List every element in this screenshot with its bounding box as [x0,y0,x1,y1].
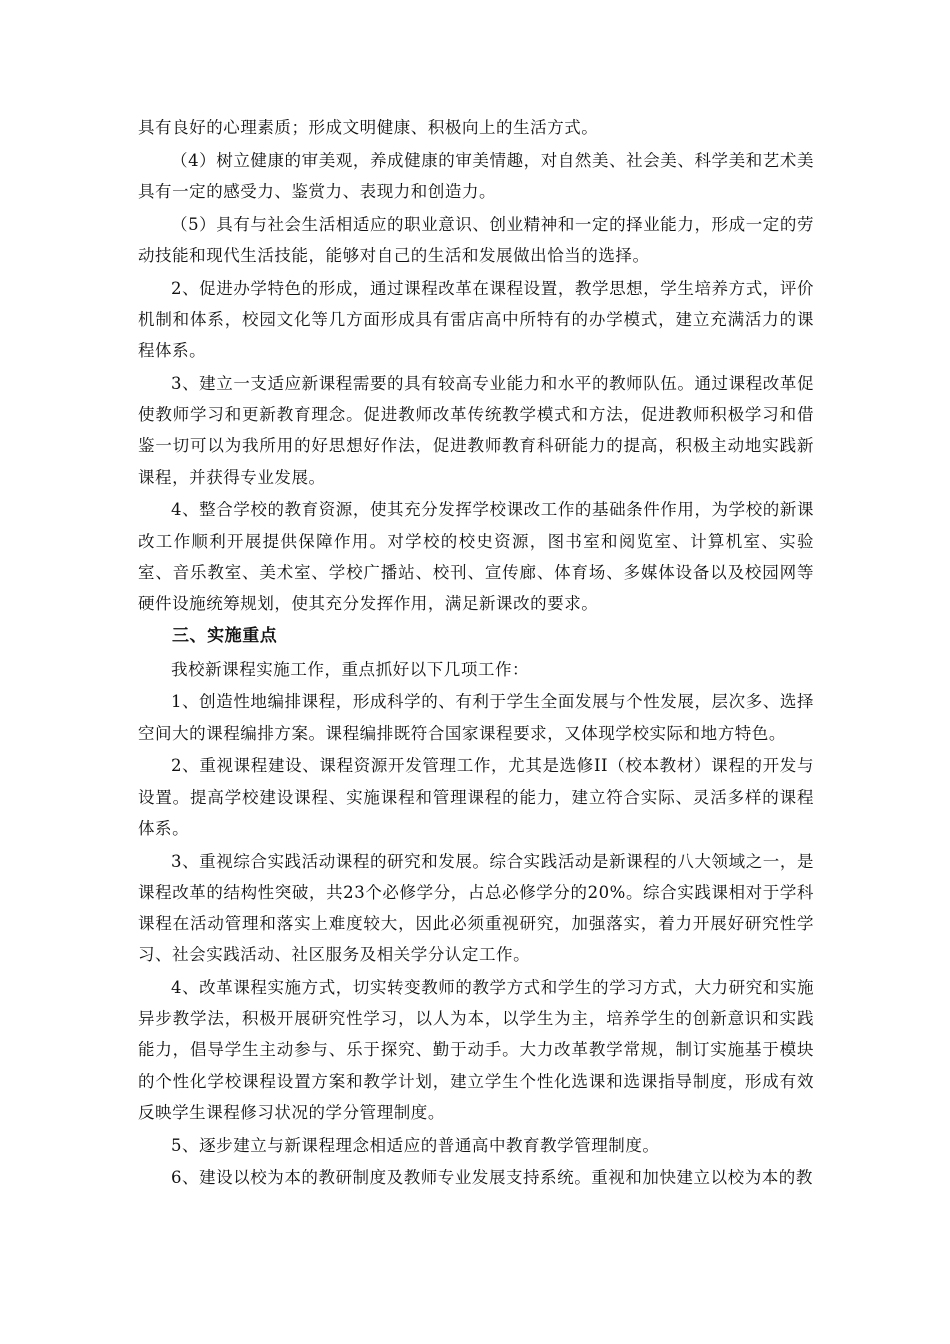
paragraph-focus-6: 6、建设以校为本的教研制度及教师专业发展支持系统。重视和加快建立以校为本的教 [171,1168,813,1188]
paragraph-focus-3: 3、重视综合实践活动课程的研究和发展。综合实践活动是新课程的八大领域之一，是课程改革的结构性突破，共23个必修学分，占总必修学分的20%。综合实践课相对于学科课程在活动管理和落实上难度较大，因此必须重视研究，加强落实，着力开展好研究性学习、社会实践活动、社区服务及相关学分认定工作。 [138,851,814,965]
paragraph-mental-health: 具有良好的心理素质；形成文明健康、积极向上的生活方式。 [138,118,599,137]
paragraph-focus-5: 5、逐步建立与新课程理念相适应的普通高中教育教学管理制度。 [171,1135,660,1155]
paragraph-aesthetics: （4）树立健康的审美观，养成健康的审美情趣，对自然美、社会美、科学美和艺术美具有一定的感受力、鉴赏力、表现力和创造力。 [138,150,814,201]
paragraph-focus-2: 2、重视课程建设、课程资源开发管理工作，尤其是选修II（校本教材）课程的开发与设置。提高学校建设课程、实施课程和管理课程的能力，建立符合实际、灵活多样的课程体系。 [138,756,814,838]
paragraph-career-skills: （5）具有与社会生活相适应的职业意识、创业精神和一定的择业能力，形成一定的劳动技能和现代生活技能，能够对自己的生活和发展做出恰当的选择。 [138,214,814,265]
section-heading-implementation-focus: 三、实施重点 [172,625,278,646]
paragraph-school-characteristics: 2、促进办学特色的形成，通过课程改革在课程设置，教学思想，学生培养方式，评价机制和体系，校园文化等几方面形成具有雷店高中所特有的办学模式，建立充满活力的课程体系。 [138,278,814,361]
paragraph-education-resources: 4、整合学校的教育资源，使其充分发挥学校课改工作的基础条件作用，为学校的新课改工作顺利开展提供保障作用。对学校的校史资源，图书室和阅览室、计算机室、实验室、音乐教室、美术室、学校广播站、校刊、宣传廊、体育场、多媒体设备以及校园网等硬件设施统筹规划，使其充分发挥作用，满足新课改的要求。 [138,500,814,614]
paragraph-focus-intro: 我校新课程实施工作，重点抓好以下几项工作： [171,659,530,679]
paragraph-teacher-team: 3、建立一支适应新课程需要的具有较高专业能力和水平的教师队伍。通过课程改革促使教师学习和更新教育理念。促进教师改革传统教学模式和方法，促进教师积极学习和借鉴一切可以为我所用的好思想好作法，促进教师教育科研能力的提高，积极主动地实践新课程，并获得专业发展。 [138,374,814,487]
paragraph-focus-4: 4、改革课程实施方式，切实转变教师的教学方式和学生的学习方式，大力研究和实施异步教学法，积极开展研究性学习，以人为本，以学生为主，培养学生的创新意识和实践能力，倡导学生主动参与、乐于探究、勤于动手。大力改革教学常规，制订实施基于模块的个性化学校课程设置方案和教学计划，建立学生个性化选课和选课指导制度，形成有效反映学生课程修习状况的学分管理制度。 [138,978,814,1122]
paragraph-focus-1: 1、创造性地编排课程，形成科学的、有利于学生全面发展与个性发展，层次多、选择空间大的课程编排方案。课程编排既符合国家课程要求，又体现学校实际和地方特色。 [138,692,814,743]
document-page [138,112,814,1195]
